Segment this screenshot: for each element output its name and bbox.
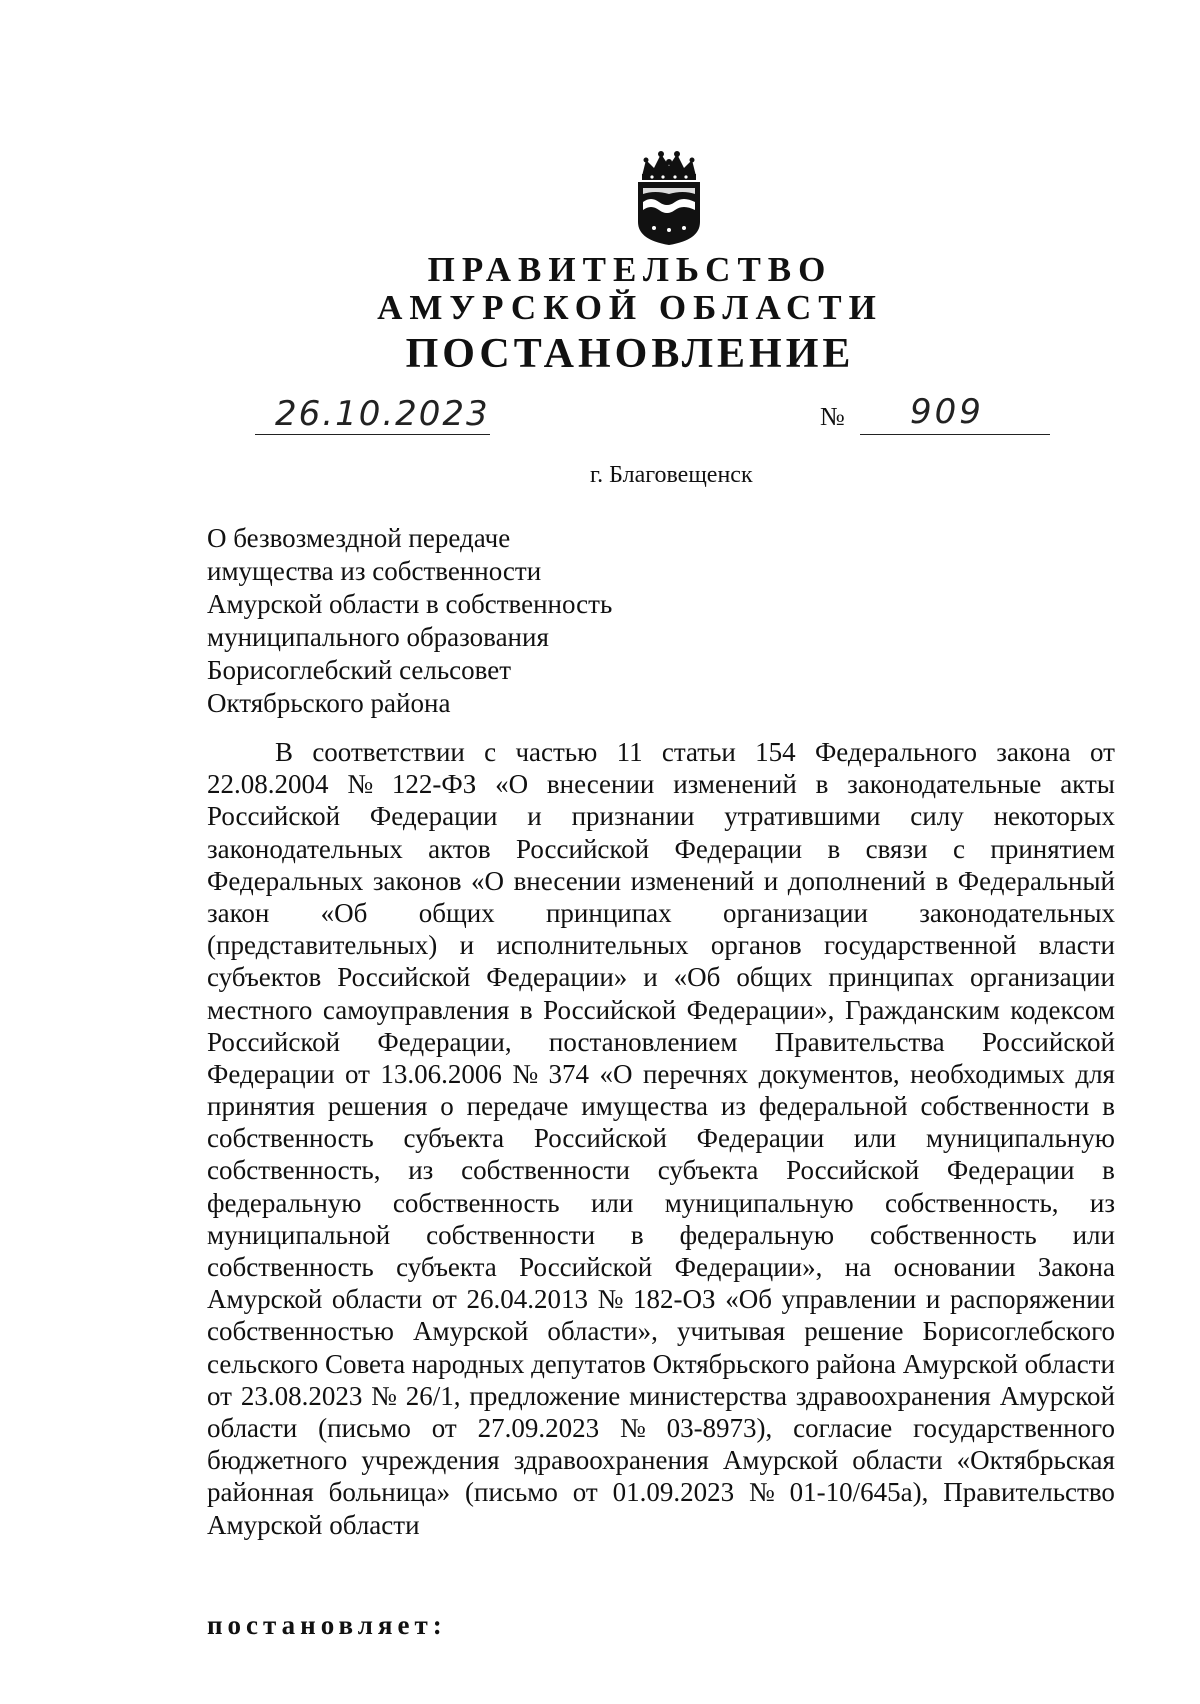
body-word: или [853,1123,897,1154]
body-word: силу [910,801,964,832]
body-line [207,1219,1115,1251]
body-word: исполнительных [496,930,689,961]
body-word: постановлением [548,1026,738,1057]
body-word: государственной [824,930,1017,961]
body-word: законов [372,865,462,896]
body-word: собственность [869,1219,1037,1250]
body-word: частью [515,737,598,767]
body-word: и [643,962,658,993]
body-word: от [1089,737,1115,767]
body-word: в [1102,1155,1115,1186]
body-word: общих [418,897,495,928]
body-line [207,1348,1115,1380]
body-word: Федеральный [957,865,1115,896]
body-word: управлении [781,1284,917,1315]
body-word: признании [571,801,695,832]
body-word: собственность [207,1123,374,1154]
handwritten-date: 26.10.2023 [275,394,490,434]
body-word: внесении [546,769,655,800]
body-word: № [619,1412,646,1443]
body-word: области [329,1509,420,1540]
handwritten-number: 909 [910,392,984,432]
coat-of-arms-icon [634,150,704,246]
body-word: от [431,1284,457,1315]
body-word: закон [207,897,270,928]
body-word: Российской [337,962,471,993]
body-word: органов [710,930,802,961]
body-line [207,1090,1115,1122]
body-word: власти [1038,930,1115,961]
body-word: 01-10/645а), [789,1477,929,1508]
body-line [207,1476,1115,1508]
body-word: № [512,1058,539,1089]
body-word: от [344,1058,370,1089]
body-word: Российской [516,833,650,864]
body-word: Федерации» [486,962,628,993]
body-word: (письмо [318,1412,411,1443]
body-word: 26/1, [405,1380,461,1411]
body-line [207,1251,1115,1283]
body-word: Федерации [369,801,498,832]
body-word: 22.08.2004 [207,769,329,800]
body-word: местного [207,994,313,1025]
subject-line: муниципального образования [207,622,549,652]
body-word: больница» [328,1477,451,1508]
body-word: Федерации [207,1058,335,1089]
body-word: муниципальной [207,1219,391,1250]
number-field [860,392,1050,435]
body-word: 154 [755,737,796,767]
body-word: депутатов [531,1348,646,1379]
body-word: В [275,737,294,767]
body-word: из [720,1091,746,1122]
body-word: области [852,1445,943,1476]
organization-name-line2: АМУРСКОЙ ОБЛАСТИ [377,288,883,327]
document-body [207,736,1115,1541]
body-word: государственного [913,1412,1115,1443]
body-word: министерства [629,1380,787,1411]
body-word: субъекта [403,1123,505,1154]
subject-line: Амурской области в собственность [207,589,613,619]
body-line [207,1283,1115,1315]
body-word: от [431,1412,457,1443]
body-word: Федерации», [686,994,835,1025]
body-word: от [207,1380,232,1411]
body-word: принятия [207,1091,315,1122]
body-line [207,1315,1115,1347]
body-word: федеральную [679,1219,835,1250]
body-word: утратившими [724,801,881,832]
body-word: 122-ФЗ [391,769,477,800]
body-word: Федерации [696,1123,825,1154]
body-word: Федерации [674,833,803,864]
body-word: самоуправления [322,994,510,1025]
body-line [207,1026,1115,1058]
body-line [207,800,1115,832]
body-word: муниципальную [925,1123,1115,1154]
body-word: дополнений [787,865,926,896]
body-word: 23.08.2023 [240,1380,363,1411]
body-word: организации [722,897,868,928]
body-word: принятием [990,833,1115,864]
body-word: 374 [548,1058,590,1089]
body-word: учреждения [361,1445,500,1476]
body-word: от [572,1477,598,1508]
body-word: области [207,1412,298,1443]
subject-line: Борисоглебский сельсовет [207,655,512,685]
body-word: законодательных [919,897,1115,928]
body-word: в [630,1219,644,1250]
body-word: законодательных [207,833,403,864]
body-word: предложение [469,1380,621,1411]
body-word: собственность, [207,1155,381,1186]
body-word: принципах [545,897,672,928]
body-word: из [1089,1187,1115,1218]
body-word: акты [1060,769,1115,800]
body-line [207,1187,1115,1219]
body-word: Закона [1037,1252,1115,1282]
body-word: собственность [392,1187,560,1218]
body-word: муниципальную [664,1187,854,1218]
body-line [207,768,1115,800]
body-word: здравоохранения [513,1445,709,1476]
body-line [207,1412,1115,1444]
body-word: Амурской [207,1284,323,1315]
body-word: Правительство [943,1477,1115,1508]
body-word: в [827,833,841,864]
body-word: Амурской [722,1445,839,1476]
body-word: связи [865,833,928,864]
body-word: внесении [513,865,622,896]
body-word: решения [327,1091,428,1122]
body-word: на [844,1252,872,1282]
body-word: основании [893,1252,1016,1282]
body-word: Амурской [207,1509,323,1540]
body-word: федеральную [207,1187,362,1218]
body-word: в [519,994,533,1025]
body-word: Российской [981,1026,1115,1057]
body-word: законодательные [847,769,1042,800]
body-word: изменений [673,769,797,800]
body-word: Российской [207,801,341,832]
body-word: решение [804,1316,904,1347]
body-word: № [749,1477,775,1508]
body-word: народных [411,1348,525,1379]
body-word: Российской [533,1123,667,1154]
body-word: (письмо [465,1477,558,1508]
body-word: в [815,769,829,800]
decree-word: постановляет: [207,1610,447,1640]
body-word: сельского [207,1348,319,1379]
body-word: 11 [616,737,643,767]
body-word: Российской [207,1026,341,1057]
document-type-title: ПОСТАНОВЛЕНИЕ [405,331,855,377]
body-word: субъекта [657,1155,759,1186]
body-line [207,1122,1115,1154]
body-word: «Октябрьская [956,1445,1115,1476]
body-word: некоторых [993,801,1115,832]
body-word: «Об [725,1284,772,1315]
body-word: учитывая [676,1316,786,1347]
number-label: № [820,402,845,431]
body-word: согласие [793,1412,893,1443]
body-word: кодексом [1010,994,1115,1025]
body-word: собственность [207,1252,374,1282]
city-label: г. Благовещенск [590,462,753,488]
body-line [207,1509,1115,1541]
body-word: и [527,801,542,832]
body-word: Российской [519,1252,653,1282]
body-word: Российской [543,994,677,1025]
organization-name-line1: ПРАВИТЕЛЬСТВО [427,250,833,289]
body-word: и [925,1284,941,1315]
body-word: закона [996,737,1071,767]
body-word: из [408,1155,434,1186]
body-word: с [952,833,965,864]
body-word: Федерации, [377,1026,512,1057]
body-word: здравоохранения [795,1380,991,1411]
body-word: «О [495,769,529,800]
body-word: в [1102,1091,1115,1122]
body-word: или [590,1187,634,1218]
body-word: Федерального [814,737,977,767]
body-line [207,1444,1115,1476]
subject-line: О безвозмездной передаче [207,523,511,553]
body-word: 01.09.2023 [612,1477,735,1508]
body-word: собственностью [207,1316,394,1347]
body-word: или [1072,1219,1115,1250]
body-word: в [935,865,949,896]
body-word: собственности [920,1091,1090,1122]
body-word: федеральной [758,1091,908,1122]
body-word: районная [207,1477,314,1508]
body-line [207,994,1115,1026]
body-word: № [597,1284,624,1315]
body-word: Федерации», [674,1252,823,1282]
body-word: «Об [673,962,721,993]
body-word: для [1075,1058,1115,1089]
body-line [207,961,1115,993]
body-word: Гражданским [844,994,1000,1025]
body-word: собственность, [885,1187,1059,1218]
body-word: № [347,769,374,800]
body-word: «О [599,1058,633,1089]
body-word: передаче [466,1091,569,1122]
body-word: Амурской [999,1380,1115,1411]
body-word: Правительства [774,1026,945,1057]
body-word: района [816,1348,896,1379]
body-word: имущества [581,1091,708,1122]
body-word: перечнях [642,1058,749,1089]
body-word: Амурской [902,1348,1018,1379]
document-subject [207,522,727,720]
body-word: «Об [320,897,368,928]
body-word: и [763,865,779,896]
body-word: «О [471,865,504,896]
body-word: Амурской [413,1316,529,1347]
body-word: области [1024,1348,1115,1379]
body-word: с [484,737,497,767]
body-word: статьи [661,737,736,767]
body-word: организации [969,962,1115,993]
body-word: актов [428,833,491,864]
body-word: 26.04.2013 [466,1284,588,1315]
body-word: Борисоглебского [922,1316,1115,1347]
body-word: (представительных) [207,930,438,961]
body-word: принципах [828,962,955,993]
body-line [207,929,1115,961]
date-field [255,396,490,435]
body-line [207,736,1115,768]
body-line [207,897,1115,929]
body-word: бюджетного [207,1445,348,1476]
body-word: документов, [758,1058,900,1089]
body-line [207,865,1115,897]
subject-line: имущества из собственности [207,556,542,586]
body-word: области», [547,1316,658,1347]
body-word: 27.09.2023 [477,1412,600,1443]
body-word: 182-ОЗ [633,1284,716,1315]
body-word: необходимых [910,1058,1065,1089]
body-word: Совета [324,1348,406,1379]
body-word: Федеральных [207,865,364,896]
body-line [207,1058,1115,1090]
body-word: изменений [630,865,755,896]
body-word: собственности [426,1219,596,1250]
body-word: Российской [786,1155,920,1186]
body-word: Октябрьского [652,1348,810,1379]
body-word: № [371,1380,397,1411]
body-word: 03-8973), [666,1412,773,1443]
body-word: 13.06.2006 [380,1058,502,1089]
body-word: общих [736,962,813,993]
body-word: субъектов [207,962,322,993]
body-word: и [459,930,475,961]
body-word: области [331,1284,423,1315]
body-word: распоряжении [950,1284,1115,1315]
body-line [207,1380,1115,1412]
body-word: о [440,1091,454,1122]
subject-line: Октябрьского района [207,688,451,718]
body-word: собственности [461,1155,630,1186]
body-line [207,1154,1115,1186]
body-line [207,833,1115,865]
body-word: субъекта [396,1252,497,1282]
body-word: Федерации [946,1155,1075,1186]
body-word: соответствии [312,737,465,767]
